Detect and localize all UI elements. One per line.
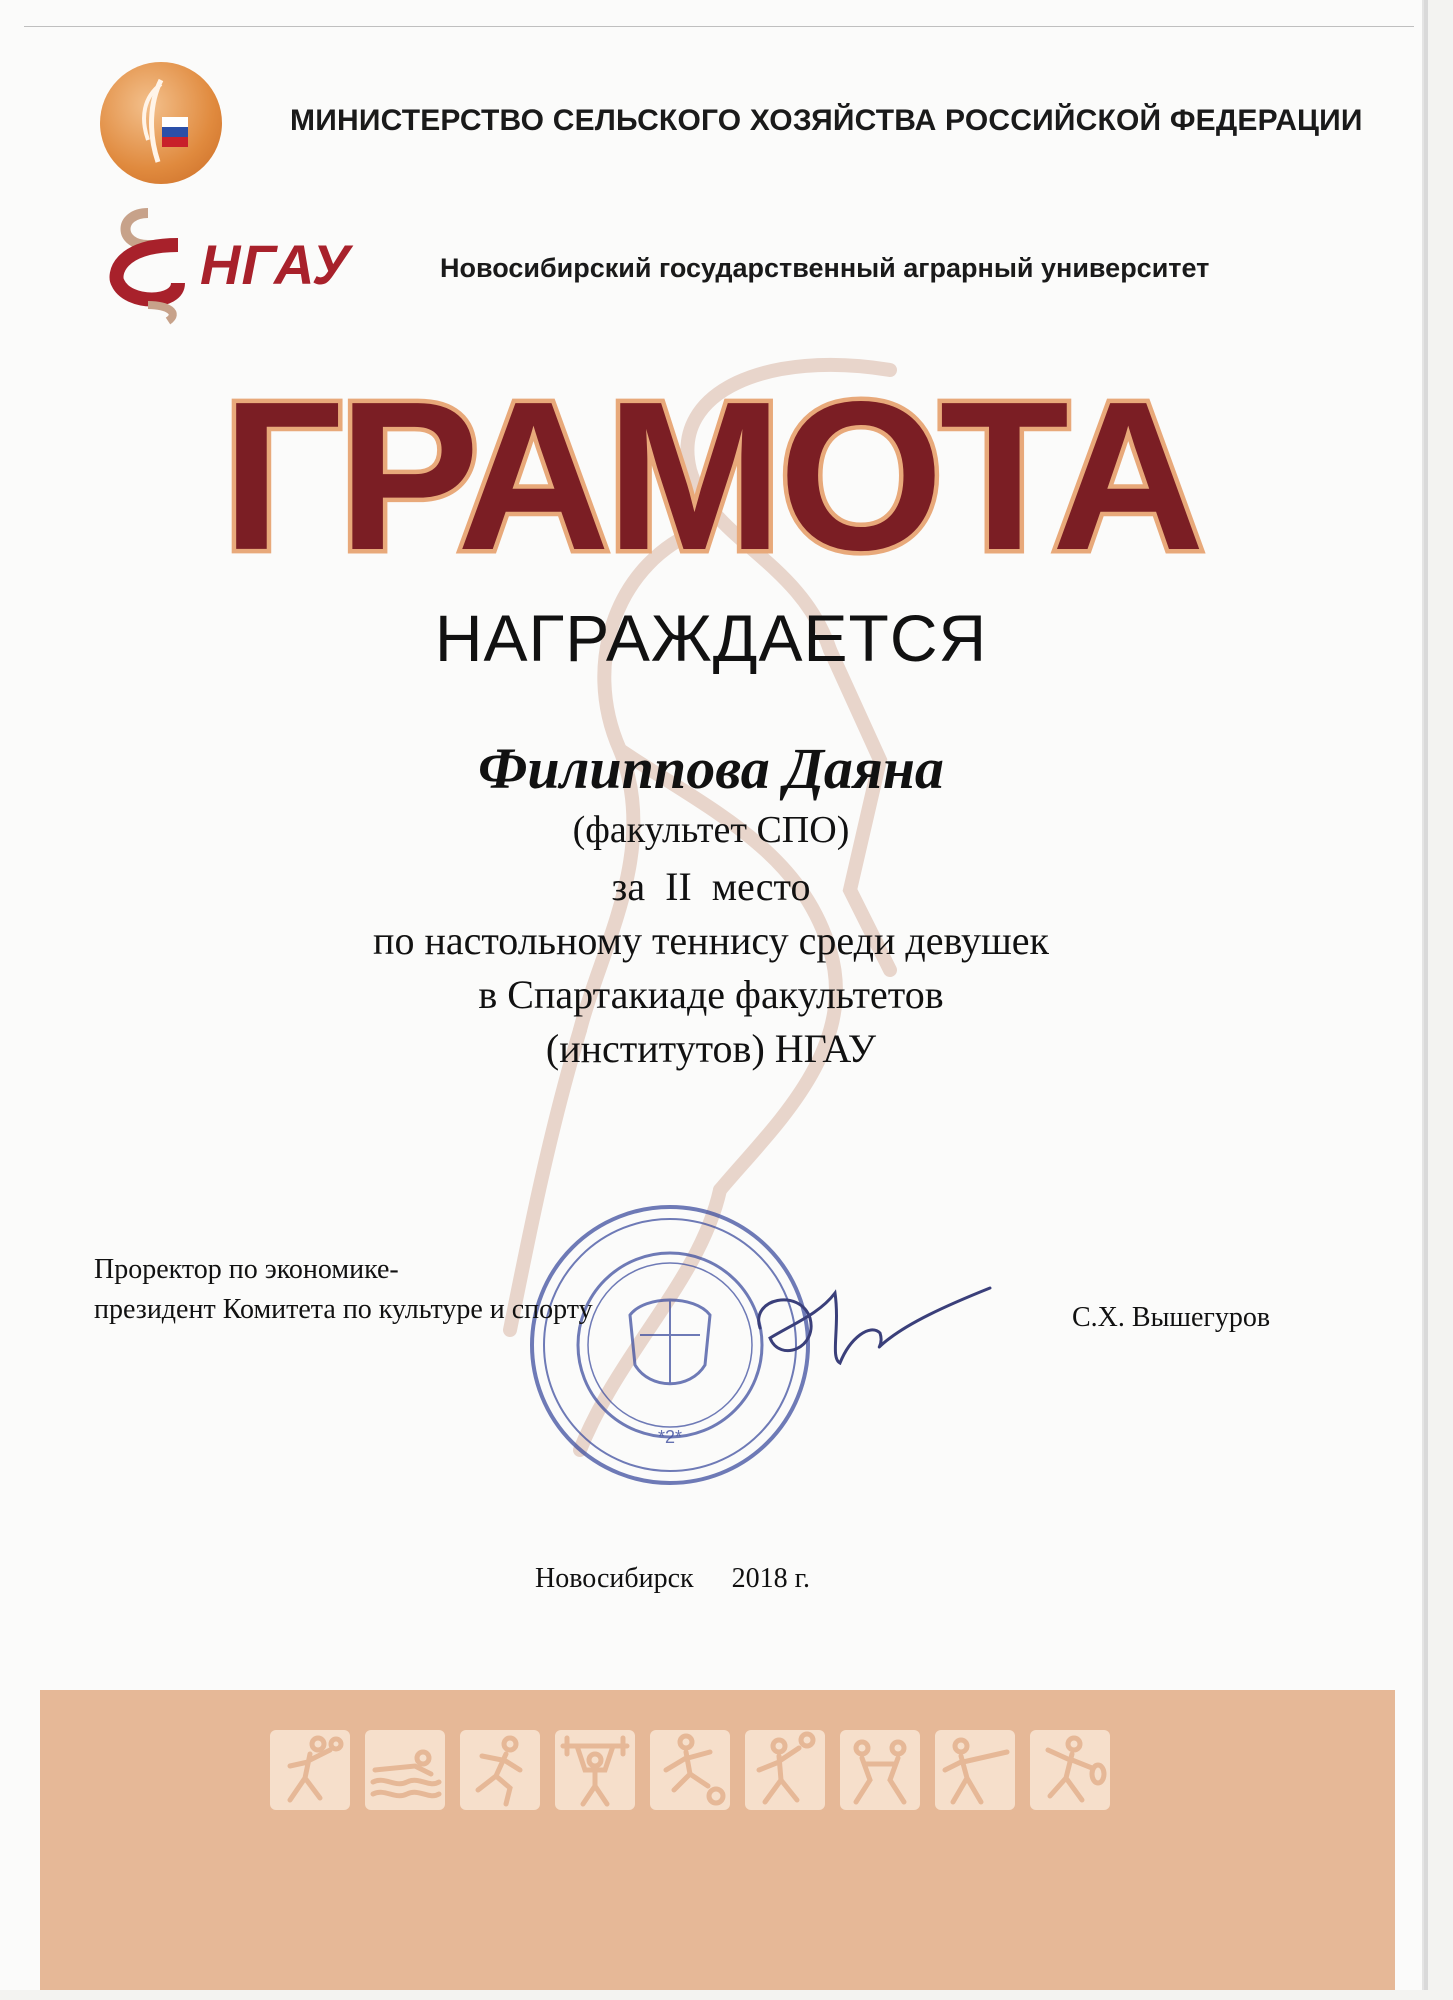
signer-position-line2: президент Комитета по культуре и спорту (94, 1294, 593, 1325)
ngau-abbreviation: НГАУ (200, 233, 351, 296)
basketball-pictogram-icon (270, 1730, 350, 1810)
swimming-pictogram-icon (365, 1730, 445, 1810)
ngau-logo-icon (108, 205, 194, 325)
city: Новосибирск (535, 1563, 694, 1594)
university-name: Новосибирский государственный аграрный университет (440, 253, 1210, 283)
place-and-date (535, 1563, 810, 1595)
tennis-pictogram-icon (1030, 1730, 1110, 1810)
signer-position-line1: Проректор по экономике- (94, 1254, 399, 1285)
year: 2018 г. (731, 1563, 810, 1594)
competition-line: в Спартакиаде факультетов (478, 972, 944, 1017)
discipline-line: по настольному теннису среди девушек (373, 918, 1049, 963)
svg-text:*2*: *2* (657, 1427, 683, 1447)
wrestling-pictogram-icon (840, 1730, 920, 1810)
signer-position (94, 1250, 593, 1330)
sport-pictogram-band (40, 1690, 1395, 1990)
handwritten-signature (740, 1268, 1000, 1378)
certificate-title: ГРАМОТА (222, 357, 1201, 594)
ministry-name: МИНИСТЕРСТВО СЕЛЬСКОГО ХОЗЯЙСТВА РОССИЙСКОЙ ФЕДЕРАЦИИ (290, 104, 1363, 137)
weightlifting-pictogram-icon (555, 1730, 635, 1810)
place-line: за II место (611, 864, 811, 909)
awarded-heading: НАГРАЖДАЕТСЯ (434, 601, 988, 675)
fencing-pictogram-icon (935, 1730, 1015, 1810)
football-pictogram-icon (650, 1730, 730, 1810)
running-pictogram-icon (460, 1730, 540, 1810)
top-border-line (24, 26, 1414, 27)
faculty-line: (факультет СПО) (572, 809, 850, 851)
recipient-name: Филиппова Даяна (478, 736, 944, 801)
ministry-emblem-icon (100, 62, 222, 184)
institutes-line: (институтов) НГАУ (545, 1026, 877, 1071)
volleyball-pictogram-icon (745, 1730, 825, 1810)
signer-name: С.Х. Вышегуров (1072, 1302, 1271, 1333)
